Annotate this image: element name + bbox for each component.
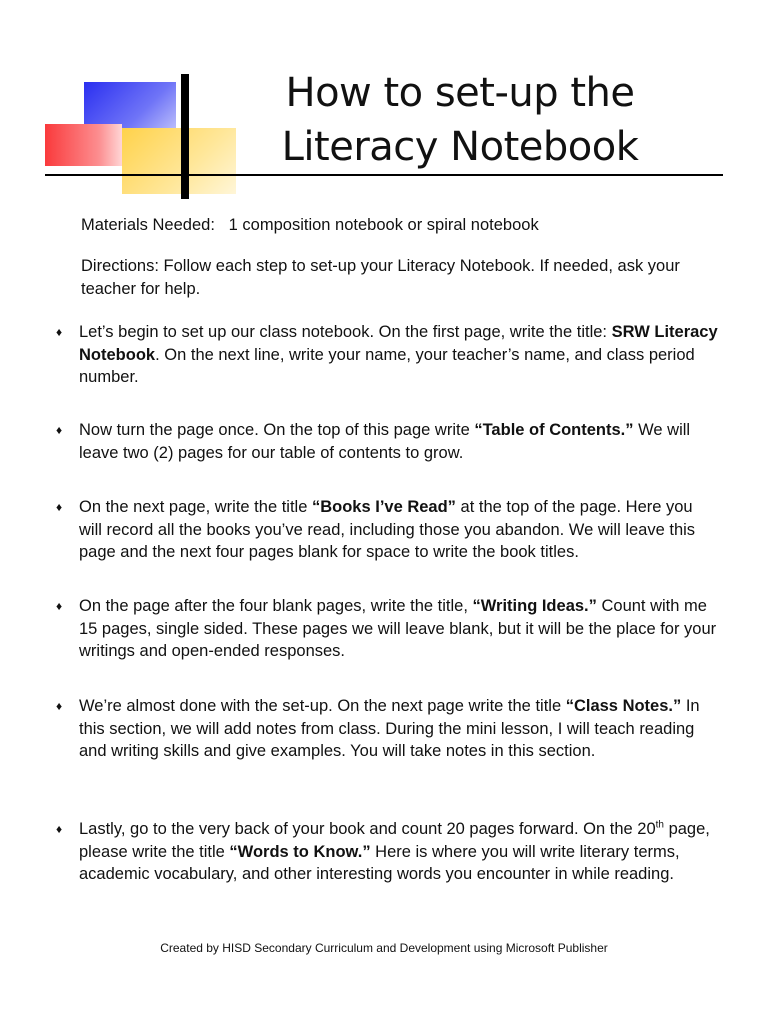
footer-credit: Created by HISD Secondary Curriculum and Development using Microsoft Publisher [160,941,608,955]
step-text: Now turn the page once. On the top of this page write [79,421,475,439]
step-title: “Writing Ideas.” [472,597,597,615]
step-item [79,496,719,564]
bullet-icon: ♦ [56,699,63,713]
step-text: In this section, we will add notes from class. During the mini lesson, I will teach reading and writing skills and give examples. You will take notes in this section. [79,697,700,760]
step-item [79,595,719,663]
bullet-icon: ♦ [56,423,63,437]
step-text: On the page after the four blank pages, write the title, [79,597,473,615]
step-text: We’re almost done with the set-up. On the next page write the title [79,697,566,715]
step-text: Count with me 15 pages, single sided. These pages we will leave blank, but it will be the place for your writings and open-ended responses. [79,597,717,660]
materials-label: Materials Needed: [81,216,215,234]
title-line-2: Literacy Notebook [281,124,639,170]
step-text: We will leave two (2) pages for our table of contents to grow. [79,421,691,462]
bullet-icon: ♦ [56,822,63,836]
step-text: Here is where you will write literary terms, academic vocabulary, and other interesting words you encounter in while reading. [79,842,680,883]
materials-value: 1 composition notebook or spiral notebook [228,216,539,234]
step-text: On the next page, write the title [79,498,312,516]
step-title: “Table of Contents.” [474,421,634,439]
vertical-rule [181,74,189,199]
step-text: . On the next line, write your name, your teacher’s name, and class period number. [79,345,695,386]
step-title: “Words to Know.” [229,842,371,861]
step-title: “Class Notes.” [565,697,682,715]
yellow-square-decoration [122,128,236,194]
step-title: SRW Literacy Notebook [79,323,718,364]
step-item [79,818,719,886]
step-item [79,321,719,389]
materials-needed [81,214,539,237]
step-text: at the top of the page. Here you will record all the books you’ve read, including those you abandon. We will leave this page and the next four pages blank for space to write the book titles. [79,498,696,561]
step-item [79,695,719,763]
directions: Directions: Follow each step to set-up your Literacy Notebook. If needed, ask your teacher for help. [81,257,680,298]
bullet-icon: ♦ [56,599,63,613]
step-title: “Books I’ve Read” [311,498,456,516]
step-text: Let’s begin to set up our class notebook. On the first page, write the title: [79,323,612,341]
ordinal-suffix: th [655,819,664,831]
step-text: page, please write the title [79,820,710,861]
page-title [250,66,670,174]
step-text: Lastly, go to the very back of your book and count 20 pages forward. On the 20 [79,820,656,838]
red-square-decoration [45,124,122,166]
bullet-icon: ♦ [56,325,63,339]
title-line-1: How to set-up the [285,70,635,116]
bullet-icon: ♦ [56,500,63,514]
horizontal-rule [45,174,723,176]
step-item [79,419,719,464]
